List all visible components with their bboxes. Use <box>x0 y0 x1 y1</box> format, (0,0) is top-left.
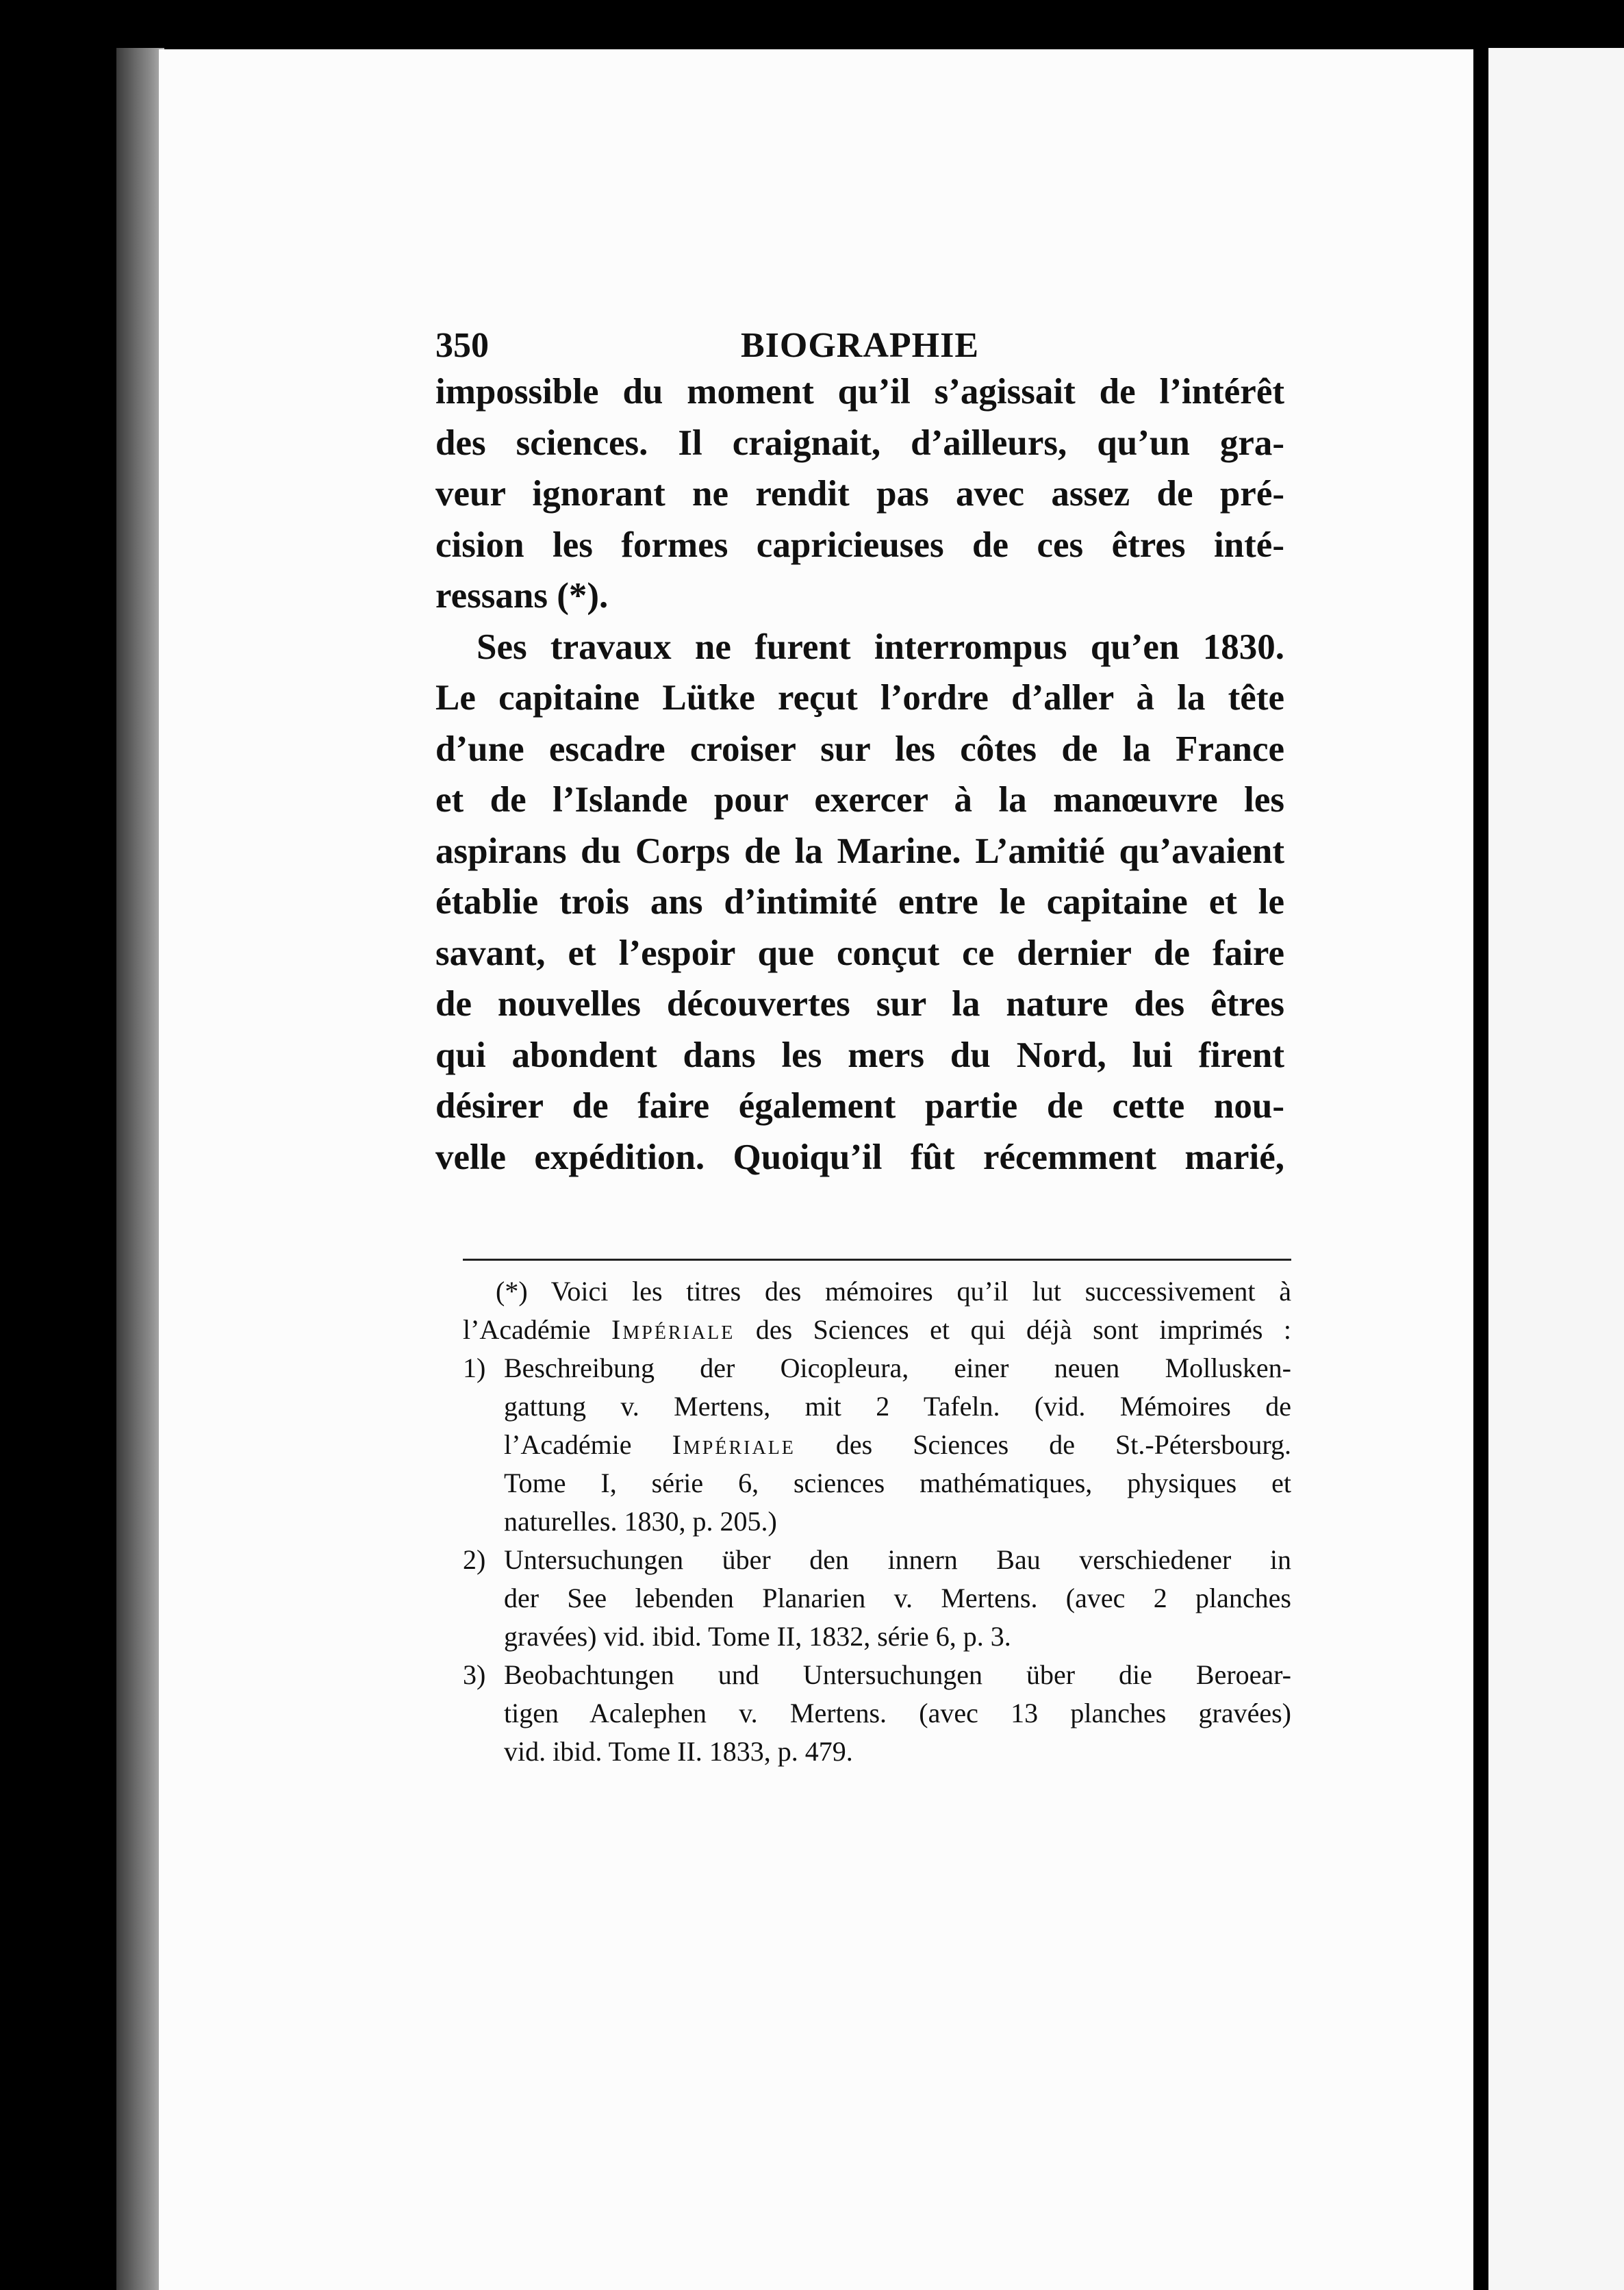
footnote-line: Tome I, série 6, sciences mathématiques, physiques et <box>504 1468 1291 1498</box>
footnote-line: vid. ibid. Tome II. 1833, p. 479. <box>504 1736 853 1767</box>
footnote-line <box>504 1426 1291 1464</box>
footnote-small-caps: Impériale <box>611 1314 735 1345</box>
running-head <box>435 312 1284 366</box>
body-paragraphs <box>435 366 1284 1183</box>
running-title: BIOGRAPHIE <box>740 326 980 365</box>
body-line: Le capitaine Lütke reçut l’ordre d’aller à la tête <box>435 678 1284 718</box>
footnote-text: des Sciences de St.-Pétersbourg. <box>795 1429 1292 1460</box>
footnote-item <box>463 1656 1291 1771</box>
footnote-small-caps: Impériale <box>672 1429 796 1460</box>
footnote-item <box>463 1349 1291 1541</box>
footnote-line: Beobachtungen und Untersuchungen über die Beroear- <box>504 1659 1291 1690</box>
body-line: qui abondent dans les mers du Nord, lui firent <box>435 1035 1284 1075</box>
body-line: aspirans du Corps de la Marine. L’amitié qu’avaient <box>435 831 1284 871</box>
page-number: 350 <box>435 326 489 365</box>
scan-top-border <box>0 0 1624 42</box>
body-line: savant, et l’espoir que conçut ce dernier de faire <box>435 933 1284 973</box>
footnote-item <box>463 1541 1291 1656</box>
footnote-text: l’Académie <box>504 1429 672 1460</box>
footnote-line: gattung v. Mertens, mit 2 Tafeln. (vid. Mémoires de <box>504 1391 1291 1422</box>
facing-page-edge <box>1488 48 1624 2290</box>
body-line: cision les formes capricieuses de ces êtres inté- <box>435 525 1284 565</box>
footnote-line: der See lebenden Planarien v. Mertens. (avec 2 planches <box>504 1583 1291 1613</box>
body-line: Ses travaux ne furent interrompus qu’en 1830. <box>477 627 1284 667</box>
footnote-item-number: 3) <box>463 1659 486 1690</box>
footnote-intro-line: (*) Voici les titres des mémoires qu’il lut successivement à <box>496 1276 1291 1307</box>
body-line: impossible du moment qu’il s’agissait de l’intérêt <box>435 372 1284 412</box>
footnote-line: Beschreibung der Oicopleura, einer neuen Mollusken- <box>504 1352 1291 1383</box>
footnote-line: gravées) vid. ibid. Tome II, 1832, série 6, p. 3. <box>504 1621 1011 1652</box>
body-line: des sciences. Il craignait, d’ailleurs, qu’un gra- <box>435 423 1284 463</box>
footnote-text: des Sciences et qui déjà sont imprimés : <box>735 1314 1291 1345</box>
body-line: désirer de faire également partie de cette nou- <box>435 1086 1284 1126</box>
footnotes <box>463 1272 1291 1771</box>
body-line: veur ignorant ne rendit pas avec assez de pré- <box>435 474 1284 514</box>
footnote-rule <box>463 1259 1291 1261</box>
body-line: et de l’Islande pour exercer à la manœuvre les <box>435 780 1284 820</box>
footnote-line: naturelles. 1830, p. 205.) <box>504 1506 777 1537</box>
left-page-edge <box>116 48 164 2290</box>
body-line: velle expédition. Quoiqu’il fût récemment marié, <box>435 1137 1284 1177</box>
body-line: d’une escadre croiser sur les côtes de la France <box>435 729 1284 769</box>
page-text-block <box>435 312 1284 1183</box>
body-line: établie trois ans d’intimité entre le capitaine et le <box>435 882 1284 922</box>
footnote-item-number: 2) <box>463 1544 486 1575</box>
footnote-item-number: 1) <box>463 1352 486 1383</box>
footnote-line: Untersuchungen über den innern Bau verschiedener in <box>504 1544 1291 1575</box>
footnote-text: l’Académie <box>463 1314 612 1345</box>
page-gutter <box>1473 41 1488 2290</box>
footnote-line: tigen Acalephen v. Mertens. (avec 13 planches gravées) <box>504 1698 1291 1728</box>
footnote-intro-line <box>463 1311 1291 1349</box>
body-line: de nouvelles découvertes sur la nature des êtres <box>435 984 1284 1024</box>
body-line: ressans (*). <box>435 576 609 616</box>
